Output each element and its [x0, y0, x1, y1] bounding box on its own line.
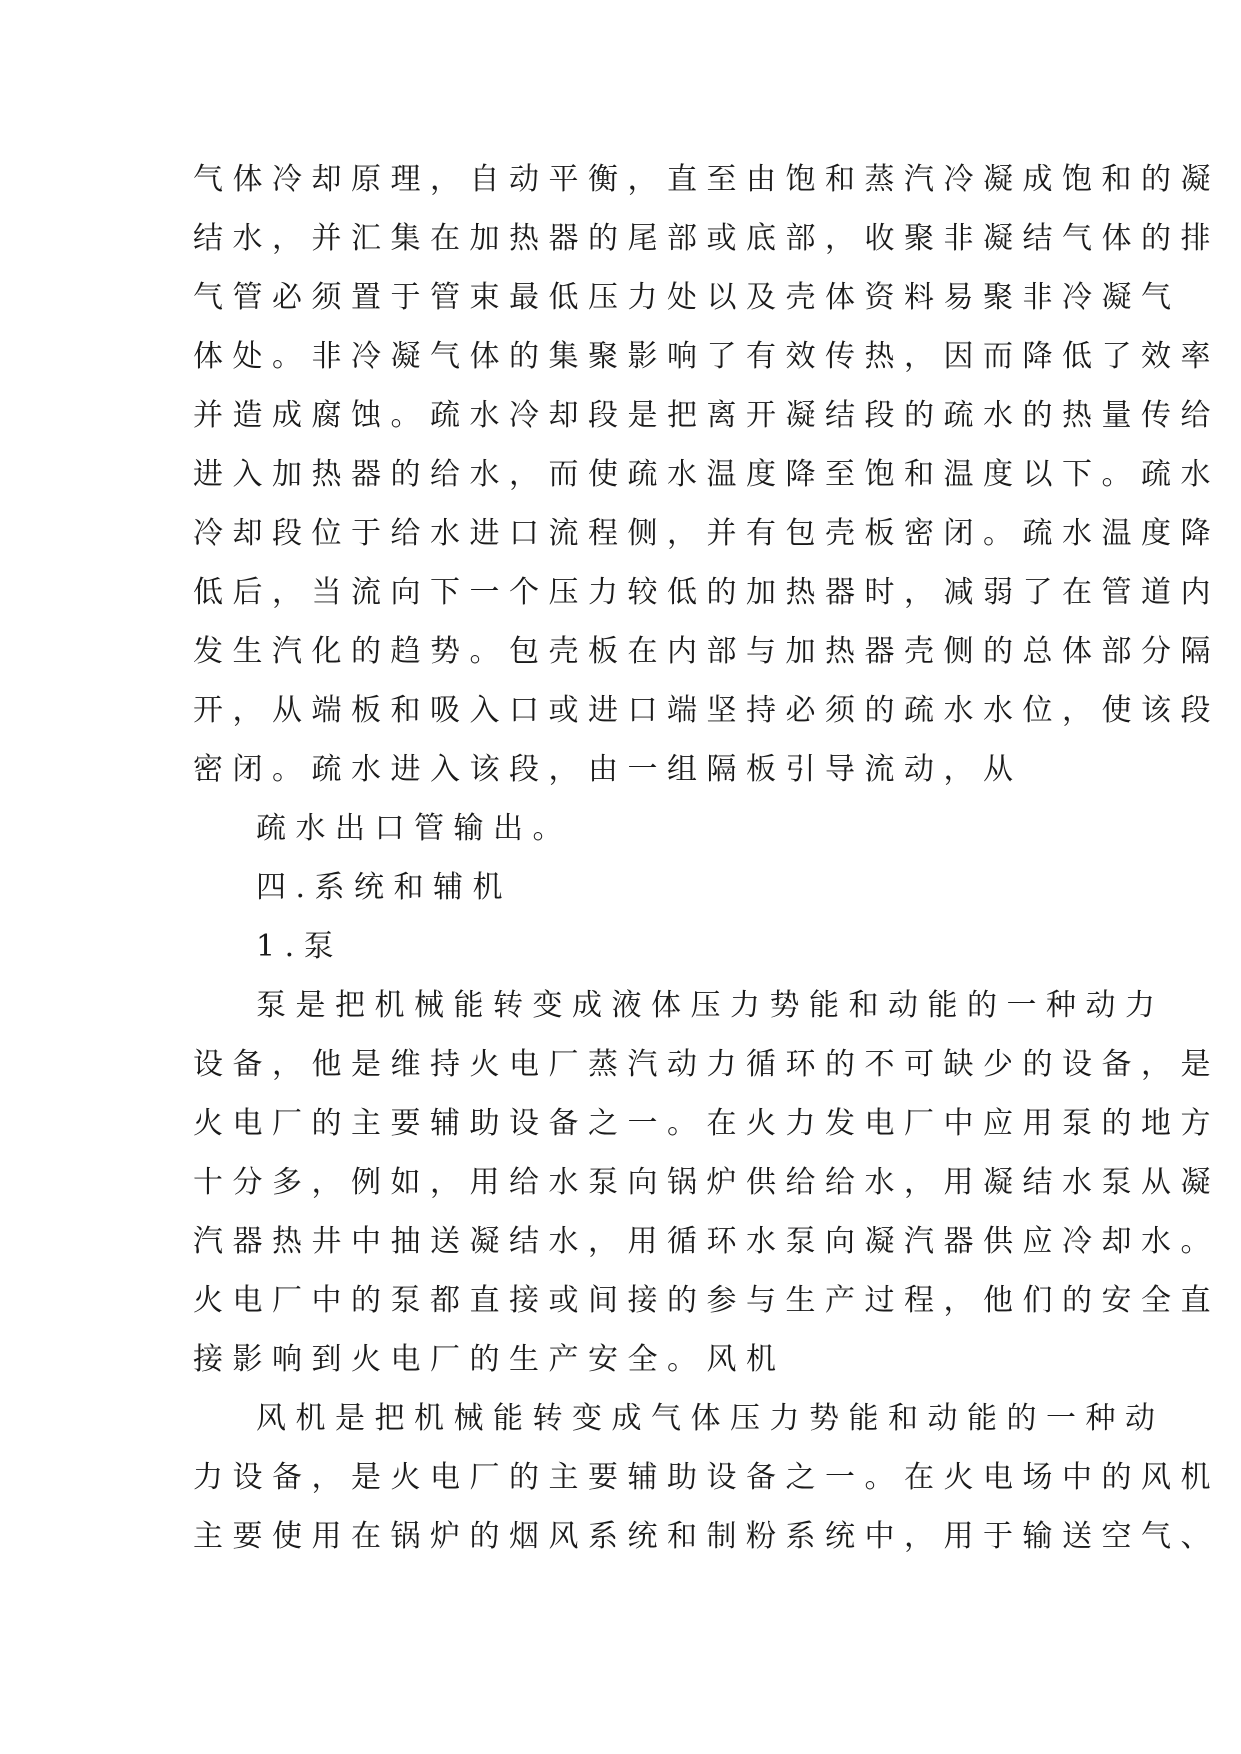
text-line: 主要使用在锅炉的烟风系统和制粉系统中，用于输送空气、: [193, 1519, 1220, 1554]
text-line: 气体冷却原理，自动平衡，直至由饱和蒸汽冷凝成饱和的凝: [193, 162, 1220, 197]
text-line: 汽器热井中抽送凝结水，用循环水泵向凝汽器供应冷却水。: [193, 1224, 1220, 1259]
text-line: 体处。非冷凝气体的集聚影响了有效传热，因而降低了效率: [193, 339, 1220, 374]
text-line: 风机是把机械能转变成气体压力势能和动能的一种动: [256, 1401, 1165, 1436]
text-line: 火电厂的主要辅助设备之一。在火力发电厂中应用泵的地方: [193, 1106, 1220, 1141]
subsection-heading: 1.泵: [256, 929, 344, 964]
text-line: 泵是把机械能转变成液体压力势能和动能的一种动力: [256, 988, 1165, 1023]
text-line: 火电厂中的泵都直接或间接的参与生产过程，他们的安全直: [193, 1283, 1220, 1318]
text-line: 发生汽化的趋势。包壳板在内部与加热器壳侧的总体部分隔: [193, 634, 1220, 669]
text-line: 结水，并汇集在加热器的尾部或底部，收聚非凝结气体的排: [193, 221, 1220, 256]
text-line: 十分多，例如，用给水泵向锅炉供给给水，用凝结水泵从凝: [193, 1165, 1220, 1200]
text-line: 开，从端板和吸入口或进口端坚持必须的疏水水位，使该段: [193, 693, 1220, 728]
body-text: [193, 150, 1220, 1566]
text-line: 接影响到火电厂的生产安全。风机: [193, 1342, 786, 1377]
text-line: 气管必须置于管束最低压力处以及壳体资料易聚非冷凝气: [193, 280, 1181, 315]
text-line: 疏水出口管输出。: [256, 811, 572, 846]
text-line: 密闭。疏水进入该段，由一组隔板引导流动，从: [193, 752, 1023, 787]
text-line: 低后，当流向下一个压力较低的加热器时，减弱了在管道内: [193, 575, 1220, 610]
text-line: 冷却段位于给水进口流程侧，并有包壳板密闭。疏水温度降: [193, 516, 1220, 551]
text-line: 设备，他是维持火电厂蒸汽动力循环的不可缺少的设备，是: [193, 1047, 1220, 1082]
text-line: 进入加热器的给水，而使疏水温度降至饱和温度以下。疏水: [193, 457, 1220, 492]
text-line: 力设备，是火电厂的主要辅助设备之一。在火电场中的风机: [193, 1460, 1220, 1495]
section-heading: 四.系统和辅机: [256, 870, 513, 905]
text-line: 并造成腐蚀。疏水冷却段是把离开凝结段的疏水的热量传给: [193, 398, 1220, 433]
